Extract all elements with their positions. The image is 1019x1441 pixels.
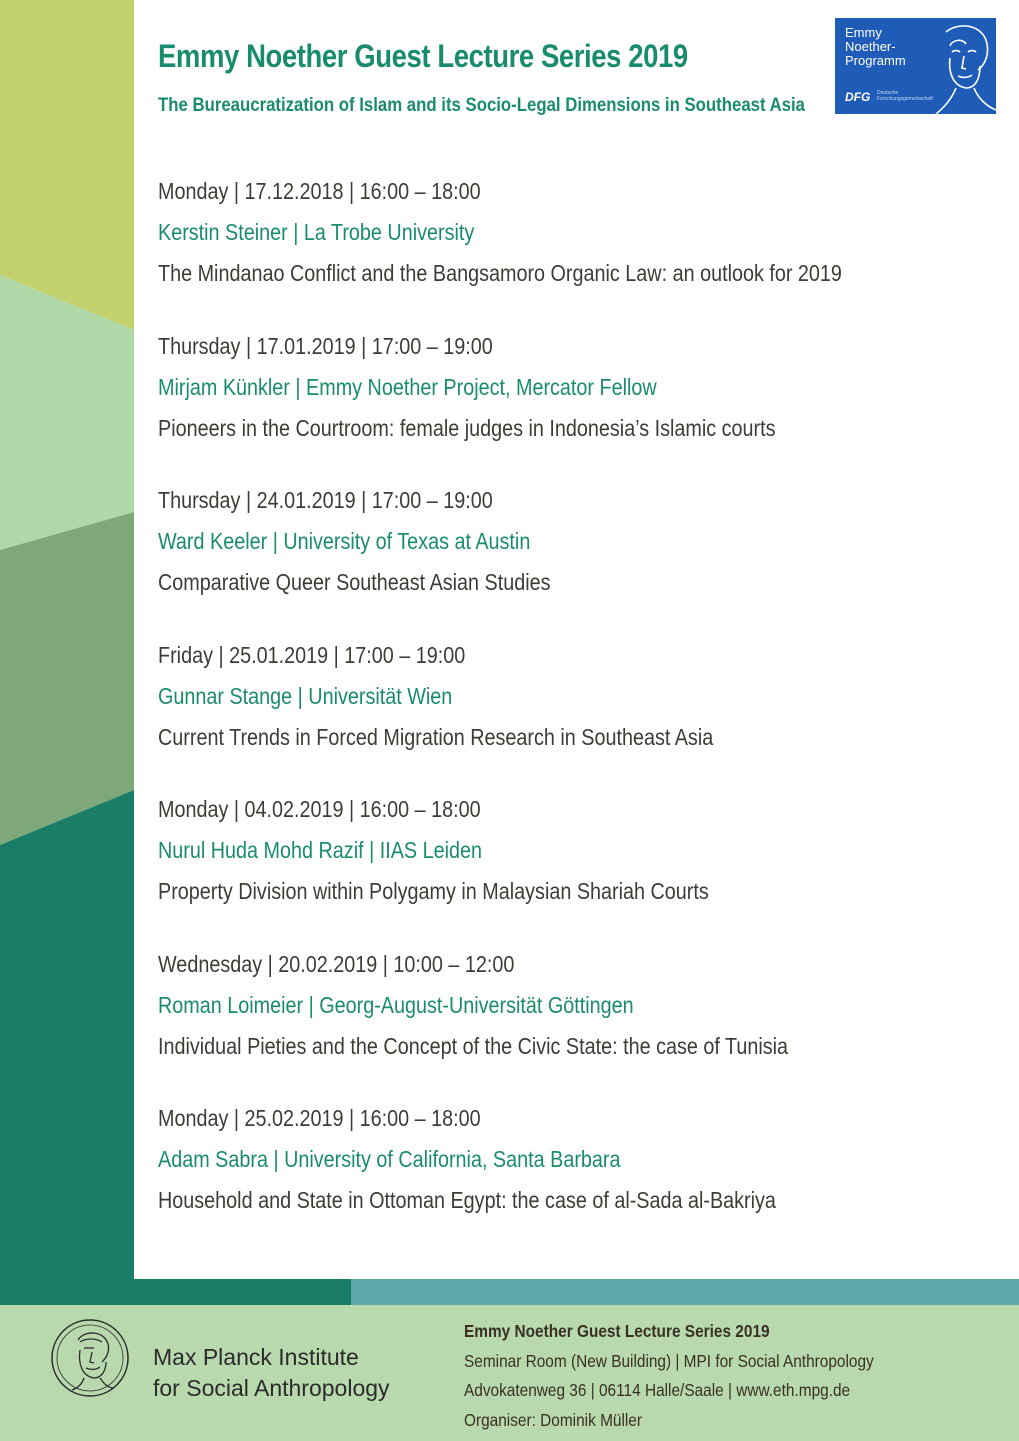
- lecture-item: [158, 796, 958, 951]
- lecture-speaker: Mirjam Künkler | Emmy Noether Project, Mercator Fellow: [158, 373, 657, 400]
- lecture-date: Monday | 17.12.2018 | 16:00 – 18:00: [158, 178, 481, 204]
- lecture-item: [158, 951, 958, 1106]
- lecture-date: Thursday | 17.01.2019 | 17:00 – 19:00: [158, 332, 493, 359]
- lecture-speaker: Ward Keeler | University of Texas at Austin: [158, 528, 531, 554]
- lecture-topic: Current Trends in Forced Migration Research in Southeast Asia: [158, 723, 714, 750]
- lecture-speaker: Nurul Huda Mohd Razif | IIAS Leiden: [158, 837, 482, 863]
- lecture-list: [158, 178, 958, 1260]
- footer-strip-dark: [0, 1279, 351, 1305]
- lecture-date: Wednesday | 20.02.2019 | 10:00 – 12:00: [158, 950, 515, 977]
- lecture-topic: Comparative Queer Southeast Asian Studies: [158, 569, 551, 595]
- logo-line-3: Programm: [845, 53, 906, 68]
- lecture-topic: Individual Pieties and the Concept of the Civic State: the case of Tunisia: [158, 1032, 789, 1059]
- lecture-date: Thursday | 24.01.2019 | 17:00 – 19:00: [158, 487, 493, 513]
- lecture-speaker: Roman Loimeier | Georg-August-Universität Göttingen: [158, 991, 634, 1018]
- page-title: Emmy Noether Guest Lecture Series 2019: [158, 38, 688, 74]
- lecture-speaker: Kerstin Steiner | La Trobe University: [158, 219, 475, 245]
- footer-organiser: Organiser: Dominik Müller: [464, 1409, 643, 1430]
- footer-info: [464, 1317, 874, 1435]
- minerva-seal-icon: [50, 1318, 130, 1398]
- institute-name: [153, 1342, 390, 1404]
- lecture-topic: Household and State in Ottoman Egypt: the case of al-Sada al-Bakriya: [158, 1187, 776, 1213]
- footer-address: Advokatenweg 36 | 06114 Halle/Saale | www.eth.mpg.de: [464, 1380, 851, 1400]
- lecture-item: [158, 642, 958, 797]
- footer-strip-teal: [351, 1279, 1019, 1305]
- logo-line-2: Noether-: [845, 39, 896, 54]
- lecture-item: [158, 487, 958, 642]
- lecture-date: Monday | 25.02.2019 | 16:00 – 18:00: [158, 1105, 481, 1131]
- logo-line-1: Emmy: [845, 25, 882, 40]
- dfg-mark: DFG: [845, 90, 871, 104]
- institute-name-line-1: Max Planck Institute: [153, 1344, 359, 1370]
- footer-room: Seminar Room (New Building) | MPI for Social Anthropology: [464, 1350, 874, 1371]
- institute-name-line-2: for Social Anthropology: [153, 1375, 390, 1401]
- lecture-speaker: Gunnar Stange | Universität Wien: [158, 682, 453, 709]
- lecture-topic: Property Division within Polygamy in Malaysian Shariah Courts: [158, 878, 709, 904]
- footer-series-title: Emmy Noether Guest Lecture Series 2019: [464, 1321, 770, 1341]
- decorative-side-band: [0, 0, 134, 1305]
- lecture-speaker: Adam Sabra | University of California, Santa Barbara: [158, 1146, 621, 1172]
- lecture-item: [158, 1105, 958, 1260]
- lecture-date: Monday | 04.02.2019 | 16:00 – 18:00: [158, 796, 481, 822]
- lecture-item: [158, 333, 958, 488]
- lecture-date: Friday | 25.01.2019 | 17:00 – 19:00: [158, 641, 466, 668]
- emmy-noether-logo: [835, 18, 996, 114]
- logo-wordmark: [845, 26, 906, 68]
- lecture-item: [158, 178, 958, 333]
- lecture-topic: Pioneers in the Courtroom: female judges in Indonesia’s Islamic courts: [158, 414, 776, 441]
- page-subtitle: The Bureaucratization of Islam and its Socio-Legal Dimensions in Southeast Asia: [158, 94, 806, 116]
- dfg-subtext: Deutsche Forschungsgemeinschaft: [877, 90, 933, 102]
- lecture-topic: The Mindanao Conflict and the Bangsamoro Organic Law: an outlook for 2019: [158, 260, 842, 286]
